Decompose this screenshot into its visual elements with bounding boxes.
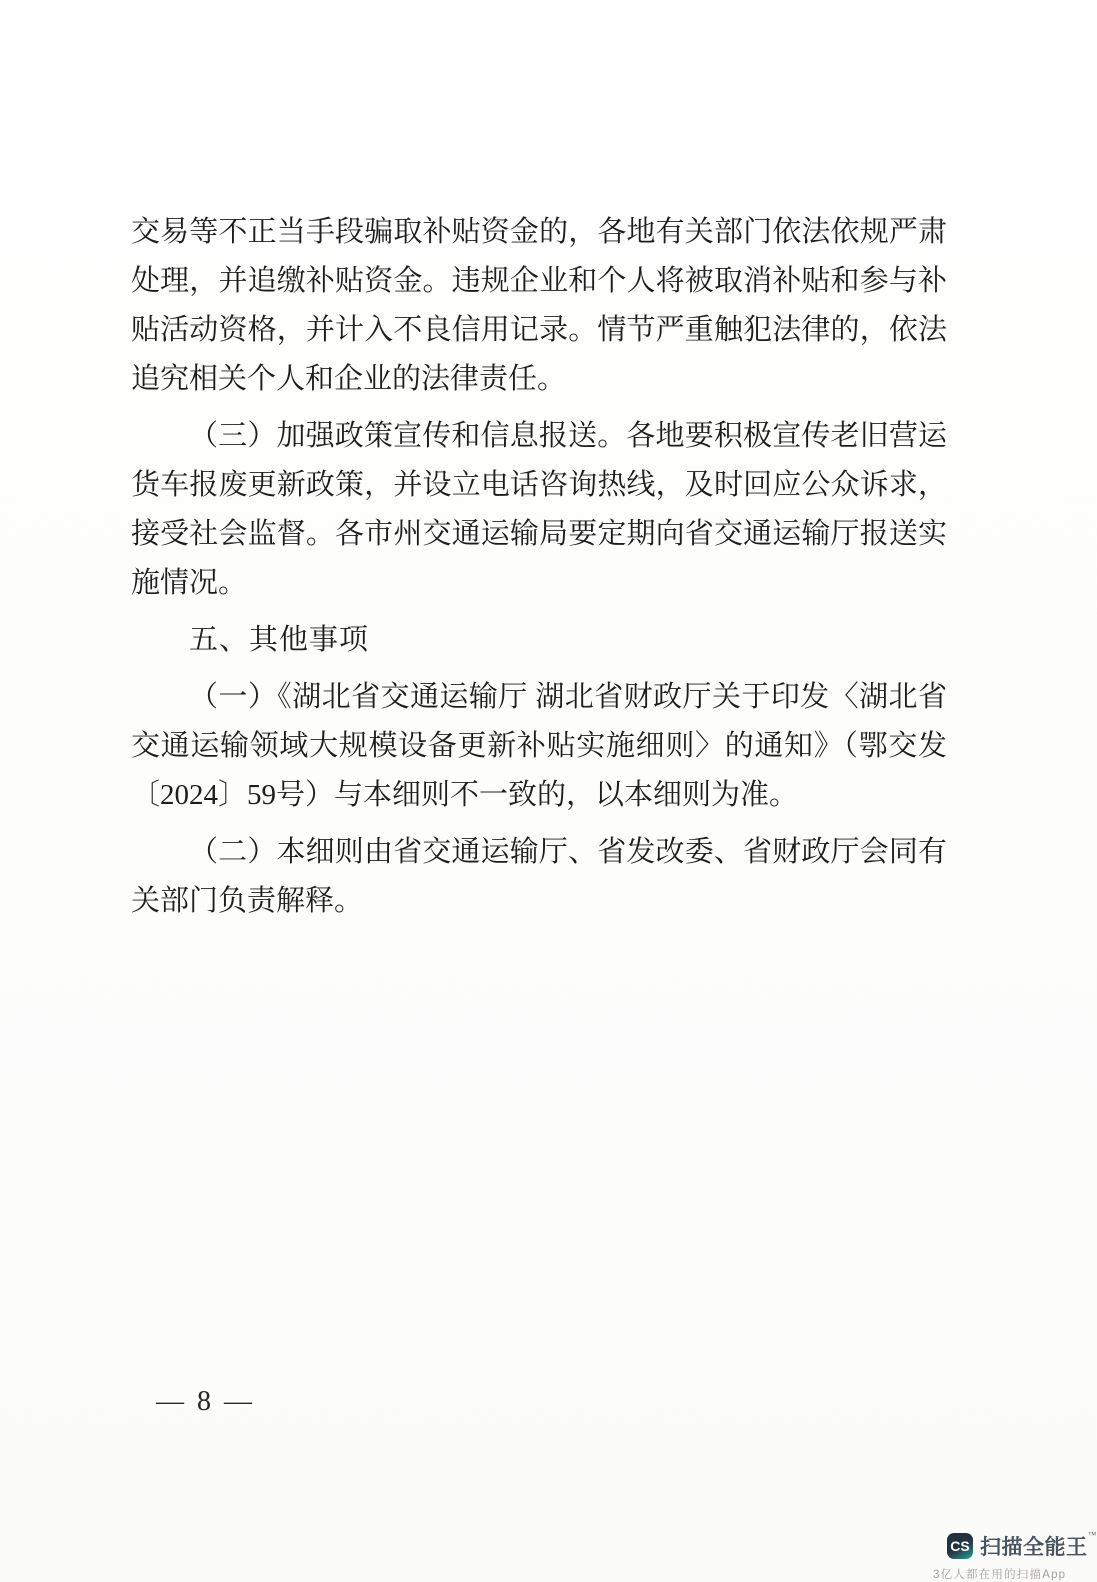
camscanner-watermark (933, 1530, 1097, 1582)
camscanner-tagline: 3亿人都在用的扫描App (933, 1569, 1067, 1581)
camscanner-cs-initials: CS (950, 1538, 970, 1554)
paragraph-supersede-clause: （一）《湖北省交通运输厅 湖北省财政厅关于印发〈湖北省交通运输领域大规模设备更新补贴实施细则〉的通知》（鄂交发〔2024〕59号）与本细则不一致的，以本细则为准。 (131, 681, 947, 811)
section-heading-other-matters: 五、其他事项 (189, 624, 370, 656)
document-body (131, 208, 947, 926)
camscanner-logo-row (947, 1530, 1097, 1561)
camscanner-app-name: 扫描全能王™ (980, 1530, 1097, 1559)
paragraph-penalty-continuation: 交易等不正当手段骗取补贴资金的，各地有关部门依法依规严肃处理，并追缴补贴资金。违规企业和个人将被取消补贴和参与补贴活动资格，并计入不良信用记录。情节严重触犯法律的，依法追究相关个人和企业的法律责任。 (131, 216, 947, 395)
trademark-mark: ™ (1087, 1530, 1097, 1540)
paragraph-interpretation-clause: （二）本细则由省交通运输厅、省发改委、省财政厅会同有关部门负责解释。 (131, 836, 947, 917)
page-number: — 8 — (156, 1386, 255, 1417)
camscanner-cs-icon (947, 1533, 973, 1559)
paragraph-policy-publicity: （三）加强政策宣传和信息报送。各地要积极宣传老旧营运货车报废更新政策，并设立电话咨询热线，及时回应公众诉求，接受社会监督。各市州交通运输局要定期向省交通运输厅报送实施情况。 (131, 420, 947, 599)
